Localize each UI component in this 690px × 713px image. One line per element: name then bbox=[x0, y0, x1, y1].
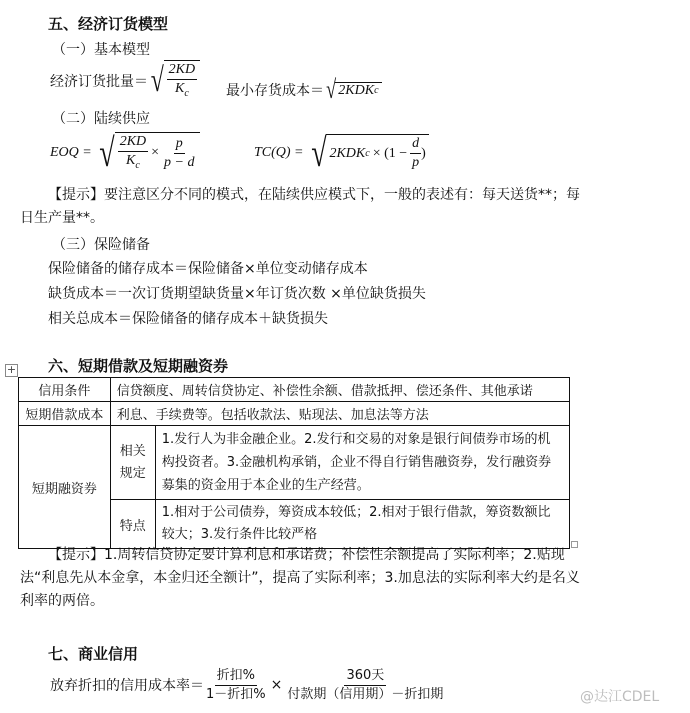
min-cost-sub: c bbox=[374, 85, 379, 96]
d-denominator: p bbox=[412, 155, 420, 170]
table-row bbox=[19, 378, 570, 402]
tc-expr: 2KDK bbox=[329, 145, 366, 161]
min-cost-expr: 2KDK bbox=[338, 82, 375, 98]
eoq-c-numerator: 2KD bbox=[118, 133, 148, 152]
table-row bbox=[19, 426, 570, 500]
safety-stock-heading: （三）保险储备 bbox=[52, 237, 150, 253]
short-term-financing-table bbox=[18, 377, 570, 549]
tc-continuous-formula: TC(Q) = √ 2KDK c × (1 − $\frac{d}{p}$ ) bbox=[254, 130, 429, 176]
discount-numerator: 折扣% bbox=[215, 667, 257, 686]
loan-cost-value: 利息、手续费等。包括收款法、贴现法、加息法等方法 bbox=[110, 402, 569, 426]
credit-terms-label: 信用条件 bbox=[19, 378, 111, 402]
section5-tip: 【提示】要注意区分不同的模式，在陆续供应模式下，一般的表述有：每天送货**；每日生产量**。 bbox=[20, 187, 580, 226]
min-cost-formula: 最小存货成本＝ √ 2KDK c bbox=[226, 72, 382, 108]
eoq-denominator: K bbox=[175, 80, 185, 96]
min-cost-label: 最小存货成本＝ bbox=[226, 83, 324, 99]
credit-terms-value: 信贷额度、周转信贷协定、补偿性余额、借款抵押、偿还条件、其他承诺 bbox=[110, 378, 569, 402]
continuous-supply-heading: （二）陆续供应 bbox=[52, 111, 150, 127]
credit-cost-label: 放弃折扣的信用成本率＝ bbox=[50, 678, 204, 694]
basic-model-heading: （一）基本模型 bbox=[52, 42, 150, 58]
regulations-label: 相关规定 bbox=[110, 426, 155, 500]
days-numerator: 360天 bbox=[344, 667, 386, 686]
p-numerator: p bbox=[174, 135, 185, 154]
safety-line-1: 保险储备的储存成本＝保险储备×单位变动储存成本 bbox=[48, 261, 368, 277]
regulations-value: 1.发行人为非金融企业。2.发行和交易的对象是银行间债券市场的机构投资者。3.金融机构承销，企业不得自行销售融资券，发行融资券募集的资金用于本企业的生产经营。 bbox=[155, 426, 569, 500]
tc-close: ) bbox=[421, 145, 426, 161]
eoq-lhs: EOQ = bbox=[50, 145, 92, 160]
safety-line-2: 缺货成本＝一次订货期望缺货量×年订货次数 ×单位缺货损失 bbox=[48, 286, 426, 302]
p-denominator: p − d bbox=[164, 154, 195, 170]
tc-lhs: TC(Q) = bbox=[254, 145, 304, 160]
eoq-basic-formula: 经济订货批量＝ √ $\frac{2KD}{K_c}$ bbox=[50, 60, 200, 102]
discount-denominator: 1－折扣% bbox=[206, 686, 266, 702]
section6-tip: 【提示】1.周转信贷协定要计算利息和承诺费；补偿性余额提高了实际利率；2.贴现法“利息先从本金拿，本金归还全额计”，提高了实际利率；3.加息法的实际利率大约是名义利率的两倍。 bbox=[20, 547, 580, 609]
d-numerator: d bbox=[410, 135, 421, 154]
commercial-paper-label: 短期融资券 bbox=[19, 426, 111, 549]
table-row bbox=[19, 402, 570, 426]
section7-title: 七、商业信用 bbox=[48, 645, 139, 663]
times-sign: × bbox=[151, 145, 160, 161]
section5-title: 五、经济订货模型 bbox=[48, 15, 169, 33]
eoq-continuous-formula: EOQ = √ $\frac{2KD}{K_c}$ × $\frac{p}{p - d}$ bbox=[50, 130, 200, 176]
safety-line-3: 相关总成本＝保险储备的储存成本＋缺货损失 bbox=[48, 311, 328, 327]
days-denominator: 付款期（信用期）－折扣期 bbox=[287, 686, 444, 702]
section6-title: 六、短期借款及短期融资券 bbox=[48, 357, 229, 375]
loan-cost-label: 短期借款成本 bbox=[19, 402, 111, 426]
tc-times: × (1 − bbox=[372, 145, 408, 161]
credit-cost-formula bbox=[50, 665, 445, 705]
eoq-numerator: 2KD bbox=[167, 61, 197, 80]
features-value: 1.相对于公司债券，筹资成本较低；2.相对于银行借款，筹资数额比较大；3.发行条件比较严格 bbox=[155, 500, 569, 549]
table-move-handle[interactable]: + bbox=[6, 363, 17, 376]
eoq-c-denominator: K bbox=[126, 152, 136, 168]
formula-times: × bbox=[270, 677, 283, 693]
features-label: 特点 bbox=[110, 500, 155, 549]
eoq-den-sub: c bbox=[184, 87, 189, 99]
watermark: @达江CDEL bbox=[580, 689, 660, 705]
eoq-label: 经济订货批量＝ bbox=[50, 74, 148, 90]
tc-sub: c bbox=[365, 148, 370, 159]
eoq-c-den-sub: c bbox=[135, 159, 140, 171]
